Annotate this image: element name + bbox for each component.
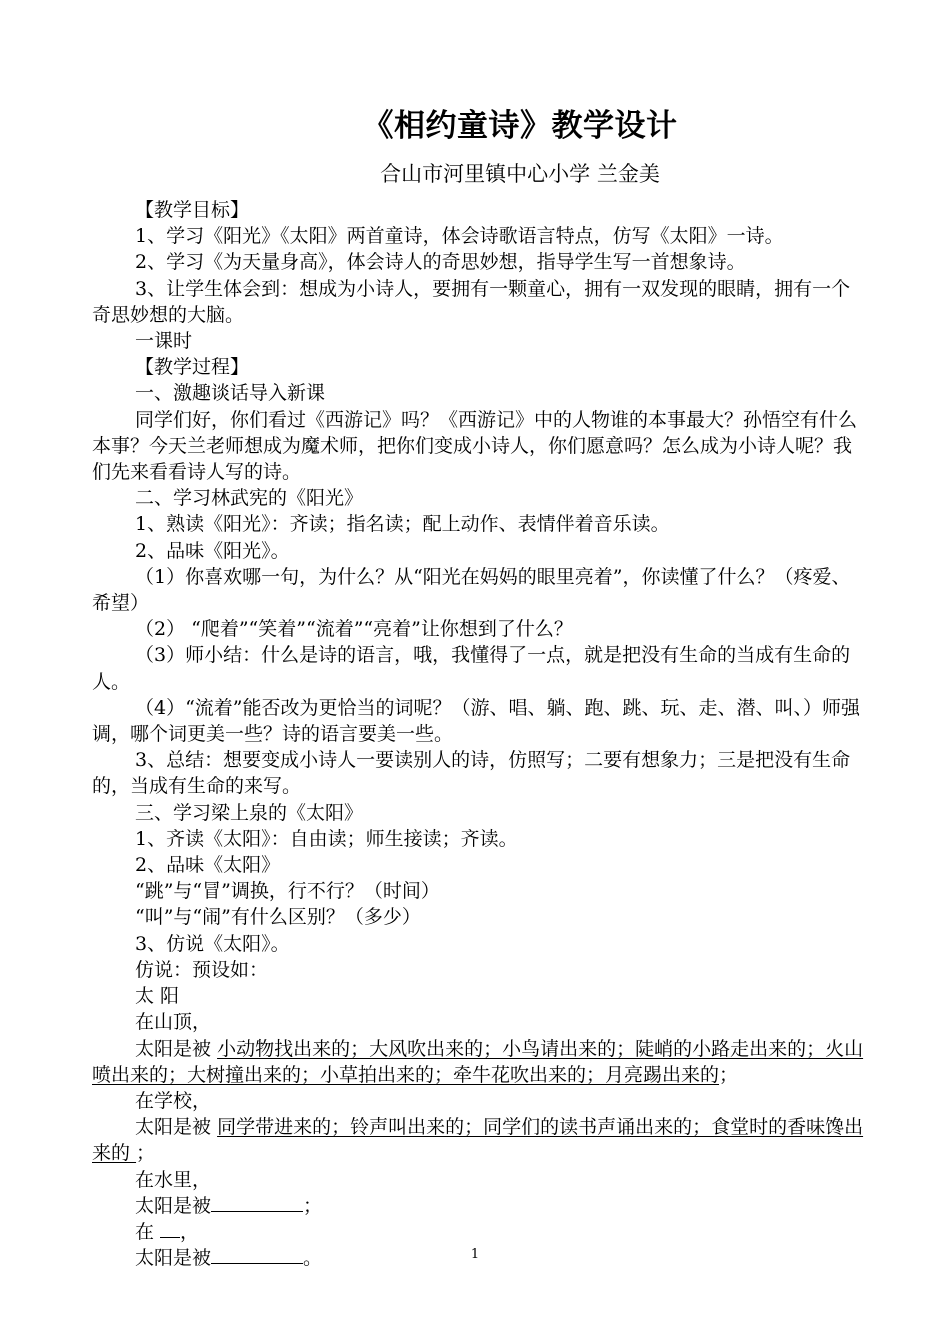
section-2-item-2d: （4）“流着”能否改为更恰当的词呢？（游、唱、躺、跑、跳、玩、走、潜、叫、）师强调，哪个词更美一些？诗的语言要美一些。 [92,696,861,746]
section-3-item-2: 2、品味《太阳》 [135,854,281,877]
semicolon: ； [303,1194,323,1217]
section-2-item-2a: （1）你喜欢哪一句，为什么？从“阳光在妈妈的眼里亮着”，你读懂了什么？（疼爱、希望） [92,565,851,615]
section-2-heading: 二、学习林武宪的《阳光》 [135,487,364,510]
poem-line-shuili: 在水里， [135,1168,212,1191]
goal-1: 1、学习《阳光》《太阳》两首童诗，体会诗歌语言特点，仿写《太阳》一诗。 [135,225,784,248]
goal-3: 3、让学生体会到：想成为小诗人，要拥有一颗童心，拥有一双发现的眼睛，拥有一个奇思妙想的大脑。 [92,277,851,326]
section-2-item-2c: （3）师小结：什么是诗的语言，哦，我懂得了一点，就是把没有生命的当成有生命的人。 [92,644,851,693]
process-heading: 【教学过程】 [135,356,250,379]
section-2-item-3: 3、总结：想要变成小诗人一要读别人的诗，仿照写；二要有想象力；三是把没有生命的，当成有生命的来写。 [92,749,851,798]
semicolon: ； [719,1063,739,1086]
section-2-item-1: 1、熟读《阳光》：齐读；指名读；配上动作、表情伴着音乐读。 [135,513,670,536]
poem-line-shuili-answer [92,1193,868,1219]
section-1-heading: 一、激趣谈话导入新课 [135,382,326,405]
preset-label: 仿说：预设如： [135,958,269,981]
goal-heading: 【教学目标】 [135,199,250,221]
section-3-item-3: 3、仿说《太阳》。 [135,932,290,955]
document-body [92,197,868,1271]
section-3-item-1: 1、齐读《太阳》：自由读；师生接读；齐读。 [135,827,518,850]
document-title: 《相约童诗》教学设计 [362,108,678,144]
fill-blank [211,1193,303,1212]
section-2-item-2: 2、品味《阳光》。 [135,539,290,562]
sun-by-label: 太阳是被 [135,1037,212,1060]
poem-line-xuexiao-answer [92,1114,868,1166]
zai-label: 在 [135,1220,161,1243]
poem-line-xuexiao: 在学校， [135,1089,212,1112]
section-3-heading: 三、学习梁上泉的《太阳》 [135,801,364,824]
goal-2: 2、学习《为天量身高》，体会诗人的奇思妙想，指导学生写一首想象诗。 [135,251,746,274]
sun-by-label: 太阳是被 [135,1247,212,1270]
fill-blank [160,1219,180,1238]
section-1-paragraph: 同学们好，你们看过《西游记》吗？《西游记》中的人物谁的本事最大？孙悟空有什么本事？今天兰老师想成为魔术师，把你们变成小诗人，你们愿意吗？怎么成为小诗人呢？我们先来看看诗人写的诗。 [92,408,858,484]
section-3-item-2a: “跳”与“冒”调换，行不行？（时间） [135,880,440,903]
page-number: 1 [470,1247,480,1262]
document-subtitle: 合山市河里镇中心小学 兰金美 [380,162,660,186]
poem-line-shanding: 在山顶， [135,1011,212,1034]
poem-line-shanding-answer [92,1036,868,1088]
section-2-item-2b: （2） “爬着”“笑着”“流着”“亮着”让你想到了什么？ [135,618,573,641]
shanding-answer: 小动物找出来的；大风吹出来的；小鸟请出来的；陡峭的小路走出来的；火山喷出来的；大树撞出来的；小草拍出来的；牵牛花吹出来的；月亮踢出来的 [92,1037,864,1086]
comma: ， [180,1220,200,1243]
xuexiao-answer: 同学带进来的；铃声叫出来的；同学们的读书声诵出来的；食堂时的香味馋出来的 [92,1116,864,1165]
section-3-item-2b: “叫”与“闹”有什么区别？（多少） [135,906,421,929]
poem-line-place-blank [92,1219,868,1245]
sun-by-label: 太阳是被 [135,1194,212,1217]
full-stop: 。 [303,1247,323,1270]
sun-by-label: 太阳是被 [135,1116,212,1139]
class-period: 一课时 [135,330,193,353]
poem-title: 太 阳 [135,985,180,1008]
semicolon: ； [136,1142,156,1165]
